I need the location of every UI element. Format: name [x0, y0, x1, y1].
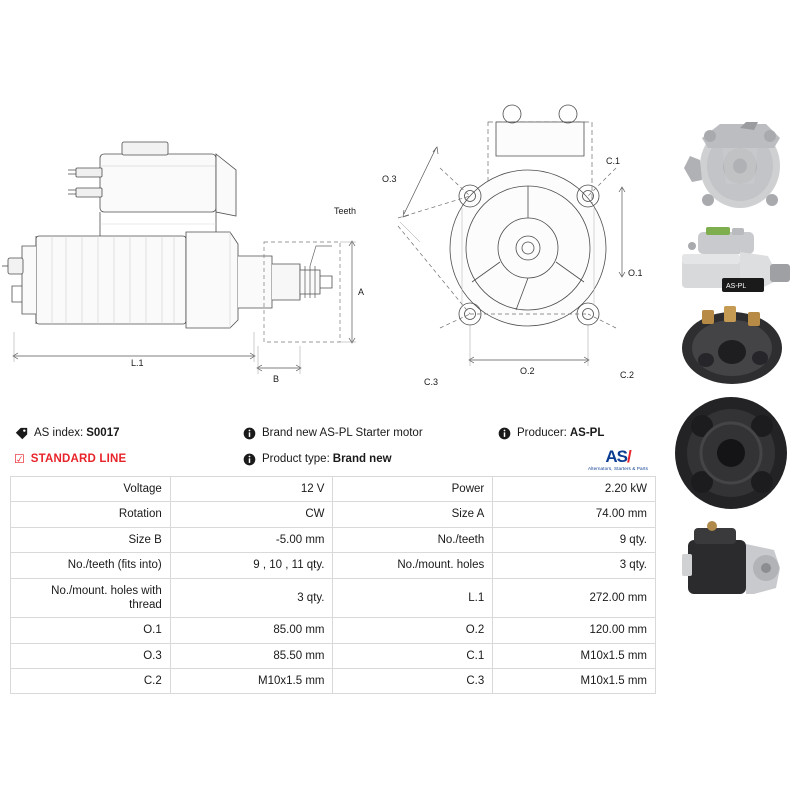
spec-key: No./mount. holes [333, 553, 493, 578]
spec-key: O.1 [11, 618, 171, 643]
producer-label: Producer: [517, 427, 567, 439]
product-photo-1[interactable] [662, 108, 800, 218]
starter-motor-drawing [0, 96, 660, 396]
svg-text:AS-PL: AS-PL [726, 283, 747, 290]
table-row [11, 618, 656, 643]
table-row [11, 578, 656, 618]
producer-cell [497, 426, 604, 440]
label-a: A [358, 287, 365, 297]
info-row-1 [14, 420, 654, 446]
product-photo-2[interactable] [662, 222, 800, 300]
spec-key: Power [333, 477, 493, 502]
spec-value: M10x1.5 mm [493, 643, 656, 668]
product-type-value: Brand new [332, 453, 392, 465]
aspl-logo [585, 448, 651, 471]
table-row [11, 502, 656, 527]
check-icon: ☑ [14, 452, 25, 466]
table-row [11, 553, 656, 578]
spec-value: M10x1.5 mm [170, 669, 333, 694]
info-icon [242, 426, 256, 440]
spec-value: 2.20 kW [493, 477, 656, 502]
spec-key: Size B [11, 527, 171, 552]
table-row [11, 477, 656, 502]
label-l1: L.1 [131, 358, 144, 368]
spec-key: L.1 [333, 578, 493, 618]
label-o2: O.2 [520, 366, 535, 376]
spec-key: No./teeth (fits into) [11, 553, 171, 578]
info-icon-producer [497, 426, 511, 440]
spec-key: C.3 [333, 669, 493, 694]
label-b: B [273, 374, 280, 384]
spec-value: 85.00 mm [170, 618, 333, 643]
product-type-label: Product type: [262, 453, 330, 465]
product-photo-5[interactable] [662, 518, 800, 618]
label-teeth: Teeth [334, 206, 357, 216]
label-o1: O.1 [628, 268, 643, 278]
aspl-logo-mark [585, 448, 651, 465]
table-row [11, 527, 656, 552]
spec-key: C.1 [333, 643, 493, 668]
spec-key: Voltage [11, 477, 171, 502]
product-photo-column [662, 108, 800, 622]
spec-value: -5.00 mm [170, 527, 333, 552]
label-c3: C.3 [424, 377, 439, 387]
spec-value: 9 qty. [493, 527, 656, 552]
spec-key: C.2 [11, 669, 171, 694]
spec-value: 9 , 10 , 11 qty. [170, 553, 333, 578]
specifications-table [10, 476, 656, 694]
table-row [11, 643, 656, 668]
label-c1: C.1 [606, 156, 621, 166]
product-type-cell [242, 452, 497, 466]
technical-drawings [0, 96, 660, 396]
aspl-logo-slash: / [626, 447, 631, 466]
spec-value: 85.50 mm [170, 643, 333, 668]
as-index-cell [14, 426, 242, 440]
product-description: Brand new AS-PL Starter motor [262, 427, 423, 439]
standard-line-cell [14, 452, 242, 466]
product-photo-3[interactable] [662, 304, 800, 388]
standard-line-badge: STANDARD LINE [30, 453, 127, 465]
label-o3: O.3 [382, 174, 397, 184]
spec-value: 3 qty. [170, 578, 333, 618]
spec-value: CW [170, 502, 333, 527]
spec-value: 120.00 mm [493, 618, 656, 643]
aspl-logo-subtitle: Alternators, Starters & Parts [587, 466, 649, 471]
spec-value: 74.00 mm [493, 502, 656, 527]
product-info-strip [14, 420, 654, 472]
info-icon-type [242, 452, 256, 466]
product-photo-4[interactable] [662, 392, 800, 514]
spec-value: 3 qty. [493, 553, 656, 578]
table-row [11, 669, 656, 694]
info-row-2 [14, 446, 654, 472]
spec-key: No./teeth [333, 527, 493, 552]
spec-key: No./mount. holes with thread [11, 578, 171, 618]
spec-key: O.2 [333, 618, 493, 643]
spec-value: 272.00 mm [493, 578, 656, 618]
description-cell [242, 426, 497, 440]
producer-value: AS-PL [569, 427, 605, 439]
spec-value: M10x1.5 mm [493, 669, 656, 694]
tag-icon [14, 426, 28, 440]
label-c2: C.2 [620, 370, 635, 380]
spec-value: 12 V [170, 477, 333, 502]
as-index-value: S0017 [86, 427, 120, 439]
aspl-logo-text: AS [605, 447, 627, 466]
spec-key: Rotation [11, 502, 171, 527]
as-index-label: AS index: [34, 427, 84, 439]
spec-key: Size A [333, 502, 493, 527]
spec-key: O.3 [11, 643, 171, 668]
